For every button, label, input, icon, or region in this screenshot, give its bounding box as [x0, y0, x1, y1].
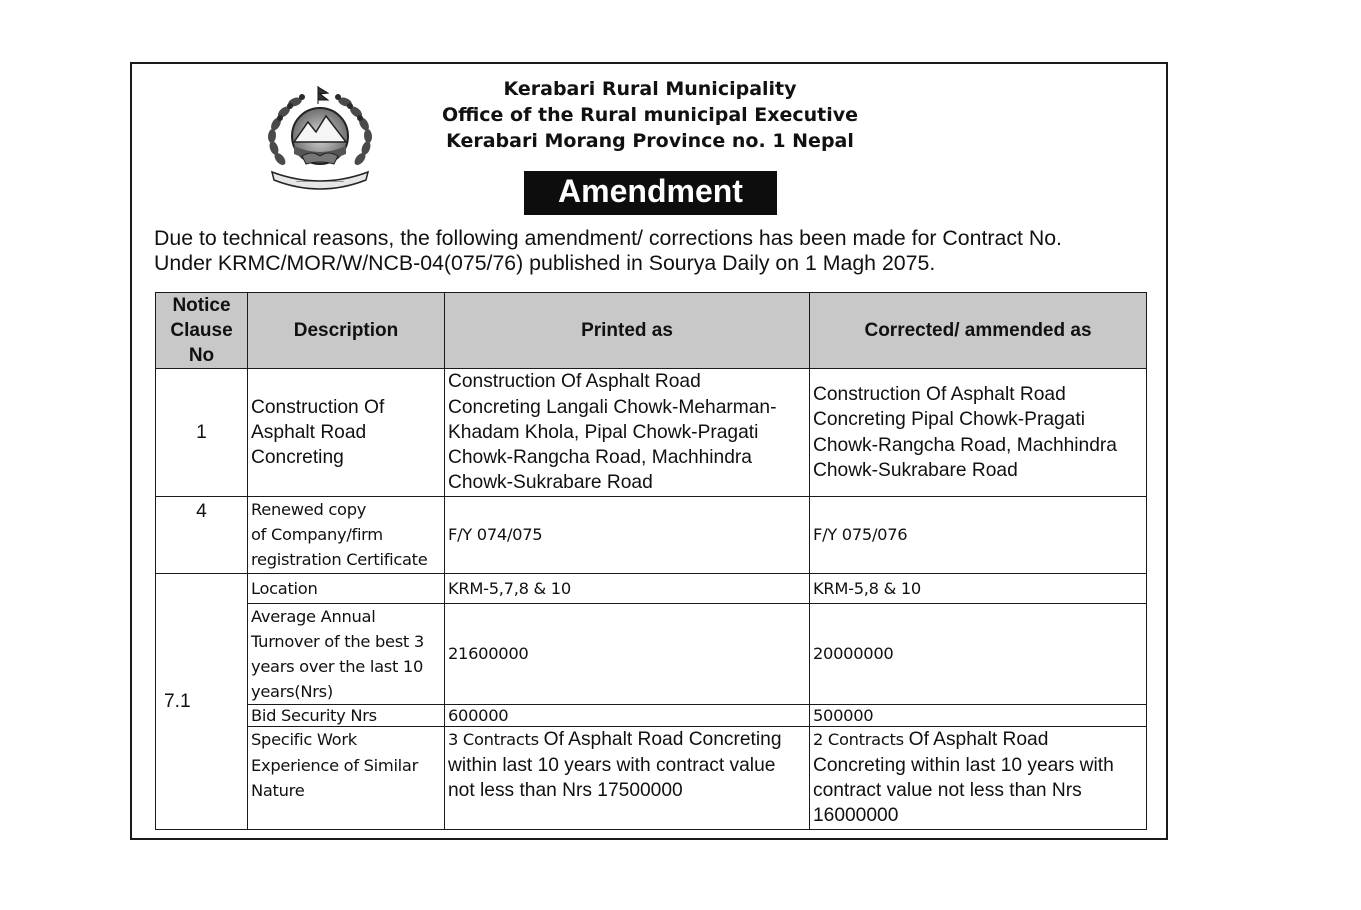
svg-text:————————: ————————	[296, 178, 344, 185]
amendment-table	[155, 292, 1147, 830]
header-printed-as: Printed as	[445, 293, 810, 369]
table-row	[156, 573, 1147, 603]
printed-cell: KRM-5,7,8 & 10	[445, 573, 810, 603]
table-row	[156, 497, 1147, 574]
municipality-name: Kerabari Rural Municipality	[503, 78, 797, 100]
office-name: Office of the Rural municipal Executive	[441, 104, 859, 126]
printed-cell: F/Y 074/075	[445, 497, 810, 574]
table-row	[156, 369, 1147, 497]
corrected-cell: 20000000	[810, 603, 1147, 705]
table-row	[156, 603, 1147, 705]
corrected-cell: F/Y 075/076	[810, 497, 1147, 574]
table-row	[156, 705, 1147, 727]
printed-cell: 600000	[445, 705, 810, 727]
intro-line-1: Due to technical reasons, the following amendment/ corrections has been made for Contract No.	[154, 226, 1062, 250]
corrected-cell: 500000	[810, 705, 1147, 727]
description-cell: Renewed copy of Company/firm registration Certificate	[248, 497, 445, 574]
table-row	[156, 727, 1147, 830]
printed-cell: 3 Contracts Of Asphalt Road Concreting within last 10 years with contract value not less than Nrs 17500000	[445, 727, 810, 830]
clause-cell: 1	[156, 369, 248, 497]
header-description: Description	[248, 293, 445, 369]
office-header	[380, 76, 920, 154]
printed-cell: 21600000	[445, 603, 810, 705]
intro-paragraph	[154, 226, 1154, 276]
header-corrected-as: Corrected/ ammended as	[810, 293, 1147, 369]
corrected-cell: Construction Of Asphalt Road Concreting Pipal Chowk-Pragati Chowk-Rangcha Road, Machhindra Chowk-Sukrabare Road	[810, 369, 1147, 497]
printed-cell: Construction Of Asphalt Road Concreting Langali Chowk-Meharman- Khadam Khola, Pipal Chowk-Pragati Chowk-Rangcha Road, Machhindra Chowk-Sukrabare Road	[445, 369, 810, 497]
header-clause-no: Notice Clause No	[156, 293, 248, 369]
clause-cell: 4	[156, 497, 248, 574]
corrected-cell: 2 Contracts Of Asphalt Road Concreting within last 10 years with contract value not less than Nrs 16000000	[810, 727, 1147, 830]
corrected-cell: KRM-5,8 & 10	[810, 573, 1147, 603]
clause-cell: 7.1	[156, 573, 248, 830]
nepal-government-emblem-icon	[262, 84, 378, 190]
description-cell: Construction Of Asphalt Road Concreting	[248, 369, 445, 497]
description-cell: Specific Work Experience of Similar Nature	[248, 727, 445, 830]
intro-line-2: Under KRMC/MOR/W/NCB-04(075/76) published in Sourya Daily on 1 Magh 2075.	[154, 251, 936, 275]
description-cell: Bid Security Nrs	[248, 705, 445, 727]
description-cell: Average Annual Turnover of the best 3 years over the last 10 years(Nrs)	[248, 603, 445, 705]
office-address: Kerabari Morang Province no. 1 Nepal	[446, 130, 854, 152]
description-cell: Location	[248, 573, 445, 603]
notice-title: Amendment	[524, 171, 777, 215]
table-header-row	[156, 293, 1147, 369]
